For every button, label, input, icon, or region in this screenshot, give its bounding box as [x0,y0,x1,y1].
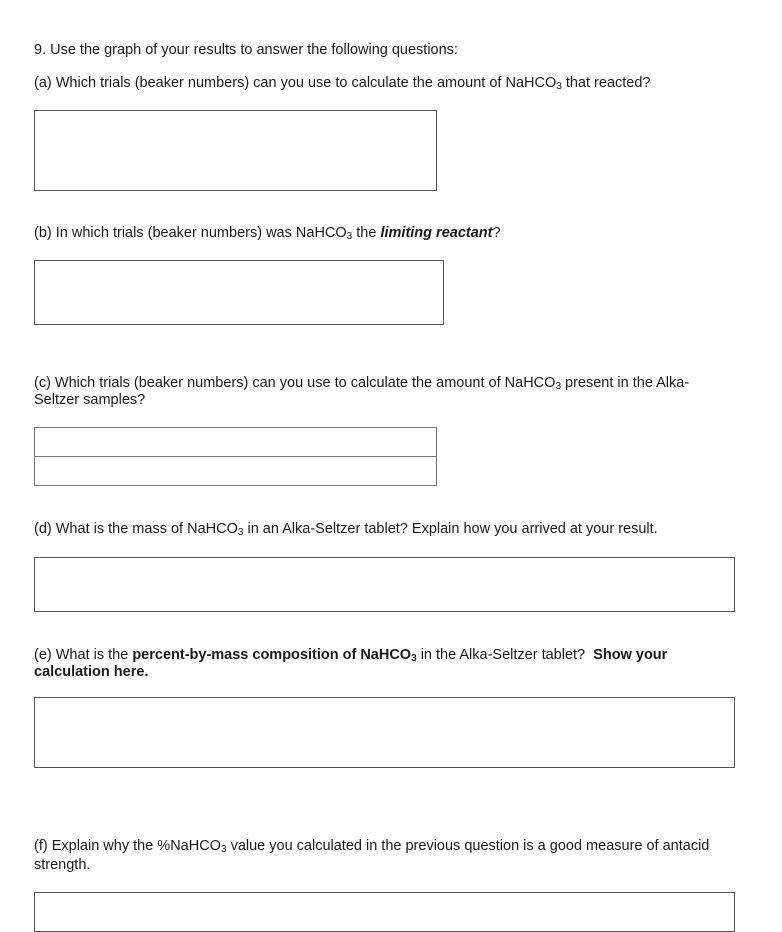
question-f-label: (f) Explain why the % [34,838,171,854]
question-f [34,837,744,875]
question-b-end: ? [492,225,501,241]
formula: NaHCO$_3$ [505,75,562,92]
question-d-after: in an Alka-Seltzer tablet? Explain how you arrived at your result. [247,521,658,537]
percent-by-mass-emphasis: percent-by-mass composition of [132,647,357,663]
worksheet-header: 9. Use the graph of your results to answer the following questions: [34,42,458,58]
question-b-label: (b) In which trials (beaker numbers) was [34,225,292,241]
question-e-label: (e) What is the [34,647,129,663]
question-b-mid: the [356,225,377,241]
formula: NaHCO$_3$ [187,521,244,538]
question-a [34,75,651,92]
answer-box-b[interactable] [34,260,444,325]
formula: NaHCO$_3$ [170,838,227,855]
formula: NaHCO$_3$ [504,375,561,392]
question-c-label: (c) Which trials (beaker numbers) can you use to calculate the amount of [34,375,501,391]
question-e-after: in the Alka-Seltzer tablet? [420,647,586,663]
answer-box-d[interactable] [34,557,735,612]
question-f-after: value you calculated in the previous question is a good measure of antacid strength. [34,838,710,873]
question-a-label: (a) Which trials (beaker numbers) can you use to calculate the amount of [34,75,502,91]
question-e [34,647,734,681]
question-c-after: present in the Alka-Seltzer samples? [34,375,690,408]
show-calculation-instruction: Show your calculation here. [34,647,668,680]
question-a-after: that reacted? [565,75,651,91]
answer-box-f[interactable] [34,892,735,932]
answer-box-c-2[interactable] [34,456,437,486]
answer-box-e[interactable] [34,697,735,768]
formula: NaHCO$_3$ [295,225,353,242]
question-d-label: (d) What is the mass of [34,521,184,537]
answer-box-c-1[interactable] [34,427,437,457]
answer-box-a[interactable] [34,110,437,191]
question-c [34,375,734,409]
formula: NaHCO$_3$ [360,647,417,664]
question-d [34,521,658,538]
limiting-reactant-emphasis: limiting reactant [380,225,493,241]
question-b [34,225,501,242]
